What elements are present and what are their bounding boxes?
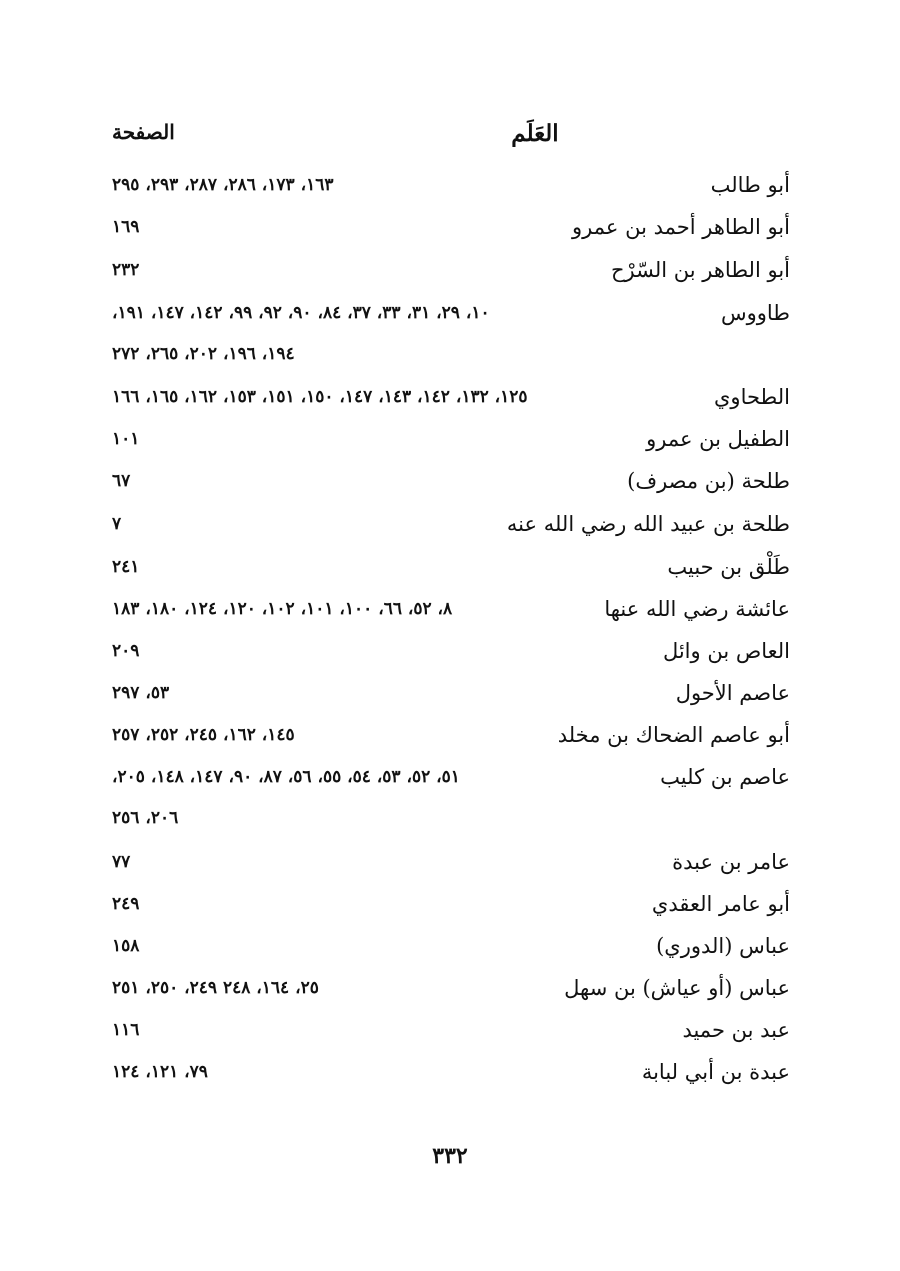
index-entry xyxy=(112,718,790,758)
entry-pages: ٥٣، ٢٩٧ xyxy=(112,683,170,703)
entry-pages: ١٥٨ xyxy=(112,936,140,956)
entry-name: أبو عاصم الضحاك بن مخلد xyxy=(557,723,790,747)
index-entry xyxy=(112,1055,790,1095)
entry-pages: ١٦٩ xyxy=(112,217,140,237)
entry-name: عبدة بن أبي لبابة xyxy=(641,1060,790,1084)
index-entry xyxy=(112,971,790,1011)
entry-pages: ١٤٥، ١٦٢، ٢٤٥، ٢٥٢، ٢٥٧ xyxy=(112,725,295,745)
entry-name: أبو الطاهر أحمد بن عمرو xyxy=(572,215,790,239)
entry-name: عاصم الأحول xyxy=(675,681,790,705)
index-entry xyxy=(112,887,790,927)
entry-pages: ٧٩، ١٢١، ١٢٤ xyxy=(112,1062,208,1082)
index-entry xyxy=(112,422,790,462)
entry-pages: ١٠١ xyxy=(112,429,140,449)
entry-pages: ٢٠٩ xyxy=(112,641,140,661)
entry-name: عائشة رضي الله عنها xyxy=(604,597,790,621)
entry-name: طلحة (بن مصرف) xyxy=(627,469,790,493)
index-entry xyxy=(112,634,790,674)
name-column-header: العَلَم xyxy=(511,120,559,147)
index-entry xyxy=(112,168,790,208)
entry-name: عبد بن حميد xyxy=(682,1018,790,1042)
entry-pages: ٨، ٥٢، ٦٦، ١٠٠، ١٠١، ١٠٢، ١٢٠، ١٢٤، ١٨٠، ١٨٣ xyxy=(112,599,453,619)
index-entry xyxy=(112,592,790,632)
entry-pages: ٢٣٢ xyxy=(112,260,140,280)
index-entry xyxy=(112,296,790,336)
index-entry xyxy=(112,464,790,504)
entry-pages: ١١٦ xyxy=(112,1020,140,1040)
index-entry xyxy=(112,550,790,590)
entry-pages-continued: ٢٠٦، ٢٥٦ xyxy=(112,808,179,828)
index-entry xyxy=(112,210,790,250)
index-entry xyxy=(112,380,790,420)
index-entry xyxy=(112,1013,790,1053)
index-entry xyxy=(112,507,790,547)
entry-name: الطحاوي xyxy=(714,385,790,409)
entry-name: أبو عامر العقدي xyxy=(651,892,790,916)
entry-name: طلحة بن عبيد الله رضي الله عنه xyxy=(506,512,790,536)
entry-name: العاص بن وائل xyxy=(662,639,790,663)
page-column-header: الصفحة xyxy=(112,120,175,144)
entry-pages: ١٠، ٢٩، ٣١، ٣٣، ٣٧، ٨٤، ٩٠، ٩٢، ٩٩، ١٤٢، ١٤٧، ١٩١، xyxy=(112,303,490,323)
entry-pages-continued: ١٩٤، ١٩٦، ٢٠٢، ٢٦٥، ٢٧٢ xyxy=(112,344,295,364)
entry-pages: ٢٥، ١٦٤، ٢٤٨ ٢٤٩، ٢٥٠، ٢٥١ xyxy=(112,978,319,998)
index-entry xyxy=(112,253,790,293)
entry-name: عباس (أو عياش) بن سهل xyxy=(564,976,790,1000)
index-entry xyxy=(112,676,790,716)
entry-name: أبو طالب xyxy=(710,173,790,197)
entry-name: عامر بن عبدة xyxy=(672,850,790,874)
entry-pages: ٥١، ٥٢، ٥٣، ٥٤، ٥٥، ٥٦، ٨٧، ٩٠، ١٤٧، ١٤٨، ٢٠٥، xyxy=(112,767,460,787)
entry-pages: ٦٧ xyxy=(112,471,131,491)
entry-name: عباس (الدوري) xyxy=(656,934,790,958)
entry-pages: ٢٤١ xyxy=(112,557,140,577)
entry-name: طَلْق بن حبيب xyxy=(667,555,790,579)
index-entry xyxy=(112,760,790,800)
entry-pages: ٧ xyxy=(112,514,122,534)
entry-continuation xyxy=(112,337,790,371)
entry-name: عاصم بن كليب xyxy=(660,765,790,789)
entry-continuation xyxy=(112,801,790,835)
index-entry xyxy=(112,845,790,885)
index-entry xyxy=(112,929,790,969)
entry-pages: ١٦٣، ١٧٣، ٢٨٦، ٢٨٧، ٢٩٣، ٢٩٥ xyxy=(112,175,334,195)
entry-name: الطفيل بن عمرو xyxy=(646,427,790,451)
entry-name: أبو الطاهر بن السّرْح xyxy=(610,258,790,282)
page-number: ٣٣٢ xyxy=(432,1143,468,1169)
entry-pages: ٧٧ xyxy=(112,852,131,872)
entry-name: طاووس xyxy=(720,301,790,325)
entry-pages: ١٢٥، ١٣٢، ١٤٢، ١٤٣، ١٤٧، ١٥٠، ١٥١، ١٥٣، ١٦٢، ١٦٥، ١٦٦ xyxy=(112,387,528,407)
entry-pages: ٢٤٩ xyxy=(112,894,140,914)
